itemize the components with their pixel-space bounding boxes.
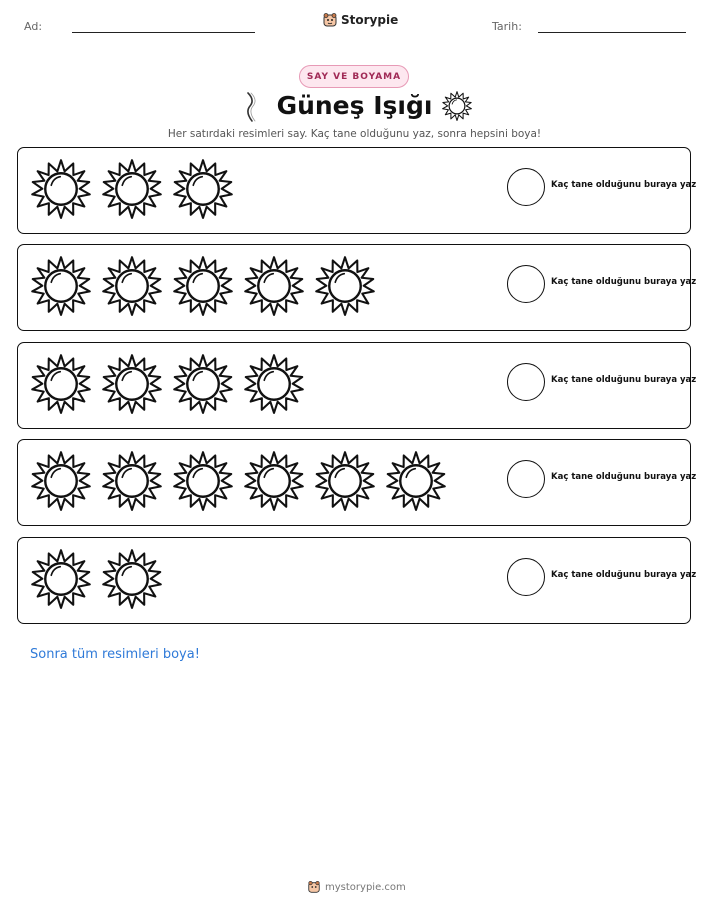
- sun-icon: [244, 354, 304, 414]
- sun-icon: [315, 256, 375, 316]
- sun-icon: [442, 91, 472, 121]
- answer-circle[interactable]: [507, 265, 545, 303]
- footer-note: Sonra tüm resimleri boya!: [30, 647, 200, 662]
- counting-row: [17, 147, 697, 234]
- brand: [322, 12, 398, 28]
- activity-badge: SAY VE BOYAMA: [299, 65, 409, 88]
- sun-icon: [173, 354, 233, 414]
- footer-site: [307, 880, 406, 894]
- counting-row: [17, 342, 697, 429]
- sun-icon: [173, 159, 233, 219]
- answer-circle[interactable]: [507, 558, 545, 596]
- site-url: mystorypie.com: [325, 881, 406, 893]
- sun-icon: [31, 354, 91, 414]
- answer-circle[interactable]: [507, 460, 545, 498]
- name-label: Ad:: [24, 20, 43, 33]
- sun-icon: [102, 549, 162, 609]
- sun-icon: [31, 549, 91, 609]
- date-label: Tarih:: [492, 20, 522, 33]
- title-row: [0, 88, 709, 128]
- brand-name: Storypie: [341, 13, 399, 27]
- answer-label: Kaç tane olduğunu buraya yaz: [551, 472, 697, 482]
- sun-icon: [102, 159, 162, 219]
- answer-circle[interactable]: [507, 363, 545, 401]
- answer-label: Kaç tane olduğunu buraya yaz: [551, 570, 697, 580]
- sun-icon: [173, 451, 233, 511]
- sun-icon: [244, 451, 304, 511]
- storypie-logo-icon: [322, 12, 338, 28]
- counting-row: [17, 439, 697, 526]
- name-line: [72, 32, 255, 33]
- sun-icon: [31, 256, 91, 316]
- storypie-logo-icon: [307, 880, 321, 894]
- answer-label: Kaç tane olduğunu buraya yaz: [551, 375, 697, 385]
- sun-icon: [102, 354, 162, 414]
- sun-icon: [315, 451, 375, 511]
- sun-icon: [102, 256, 162, 316]
- sun-icon: [386, 451, 446, 511]
- answer-label: Kaç tane olduğunu buraya yaz: [551, 180, 697, 190]
- sun-icon: [173, 256, 233, 316]
- sun-icon: [244, 256, 304, 316]
- answer-circle[interactable]: [507, 168, 545, 206]
- sun-icon: [31, 451, 91, 511]
- instructions: Her satırdaki resimleri say. Kaç tane olduğunu yaz, sonra hepsini boya!: [167, 128, 542, 140]
- counting-row: [17, 244, 697, 331]
- sun-icon: [102, 451, 162, 511]
- page-title: Güneş Işığı: [276, 91, 433, 120]
- answer-label: Kaç tane olduğunu buraya yaz: [551, 277, 697, 287]
- sun-icon: [31, 159, 91, 219]
- date-line: [538, 32, 686, 33]
- counting-row: [17, 537, 697, 624]
